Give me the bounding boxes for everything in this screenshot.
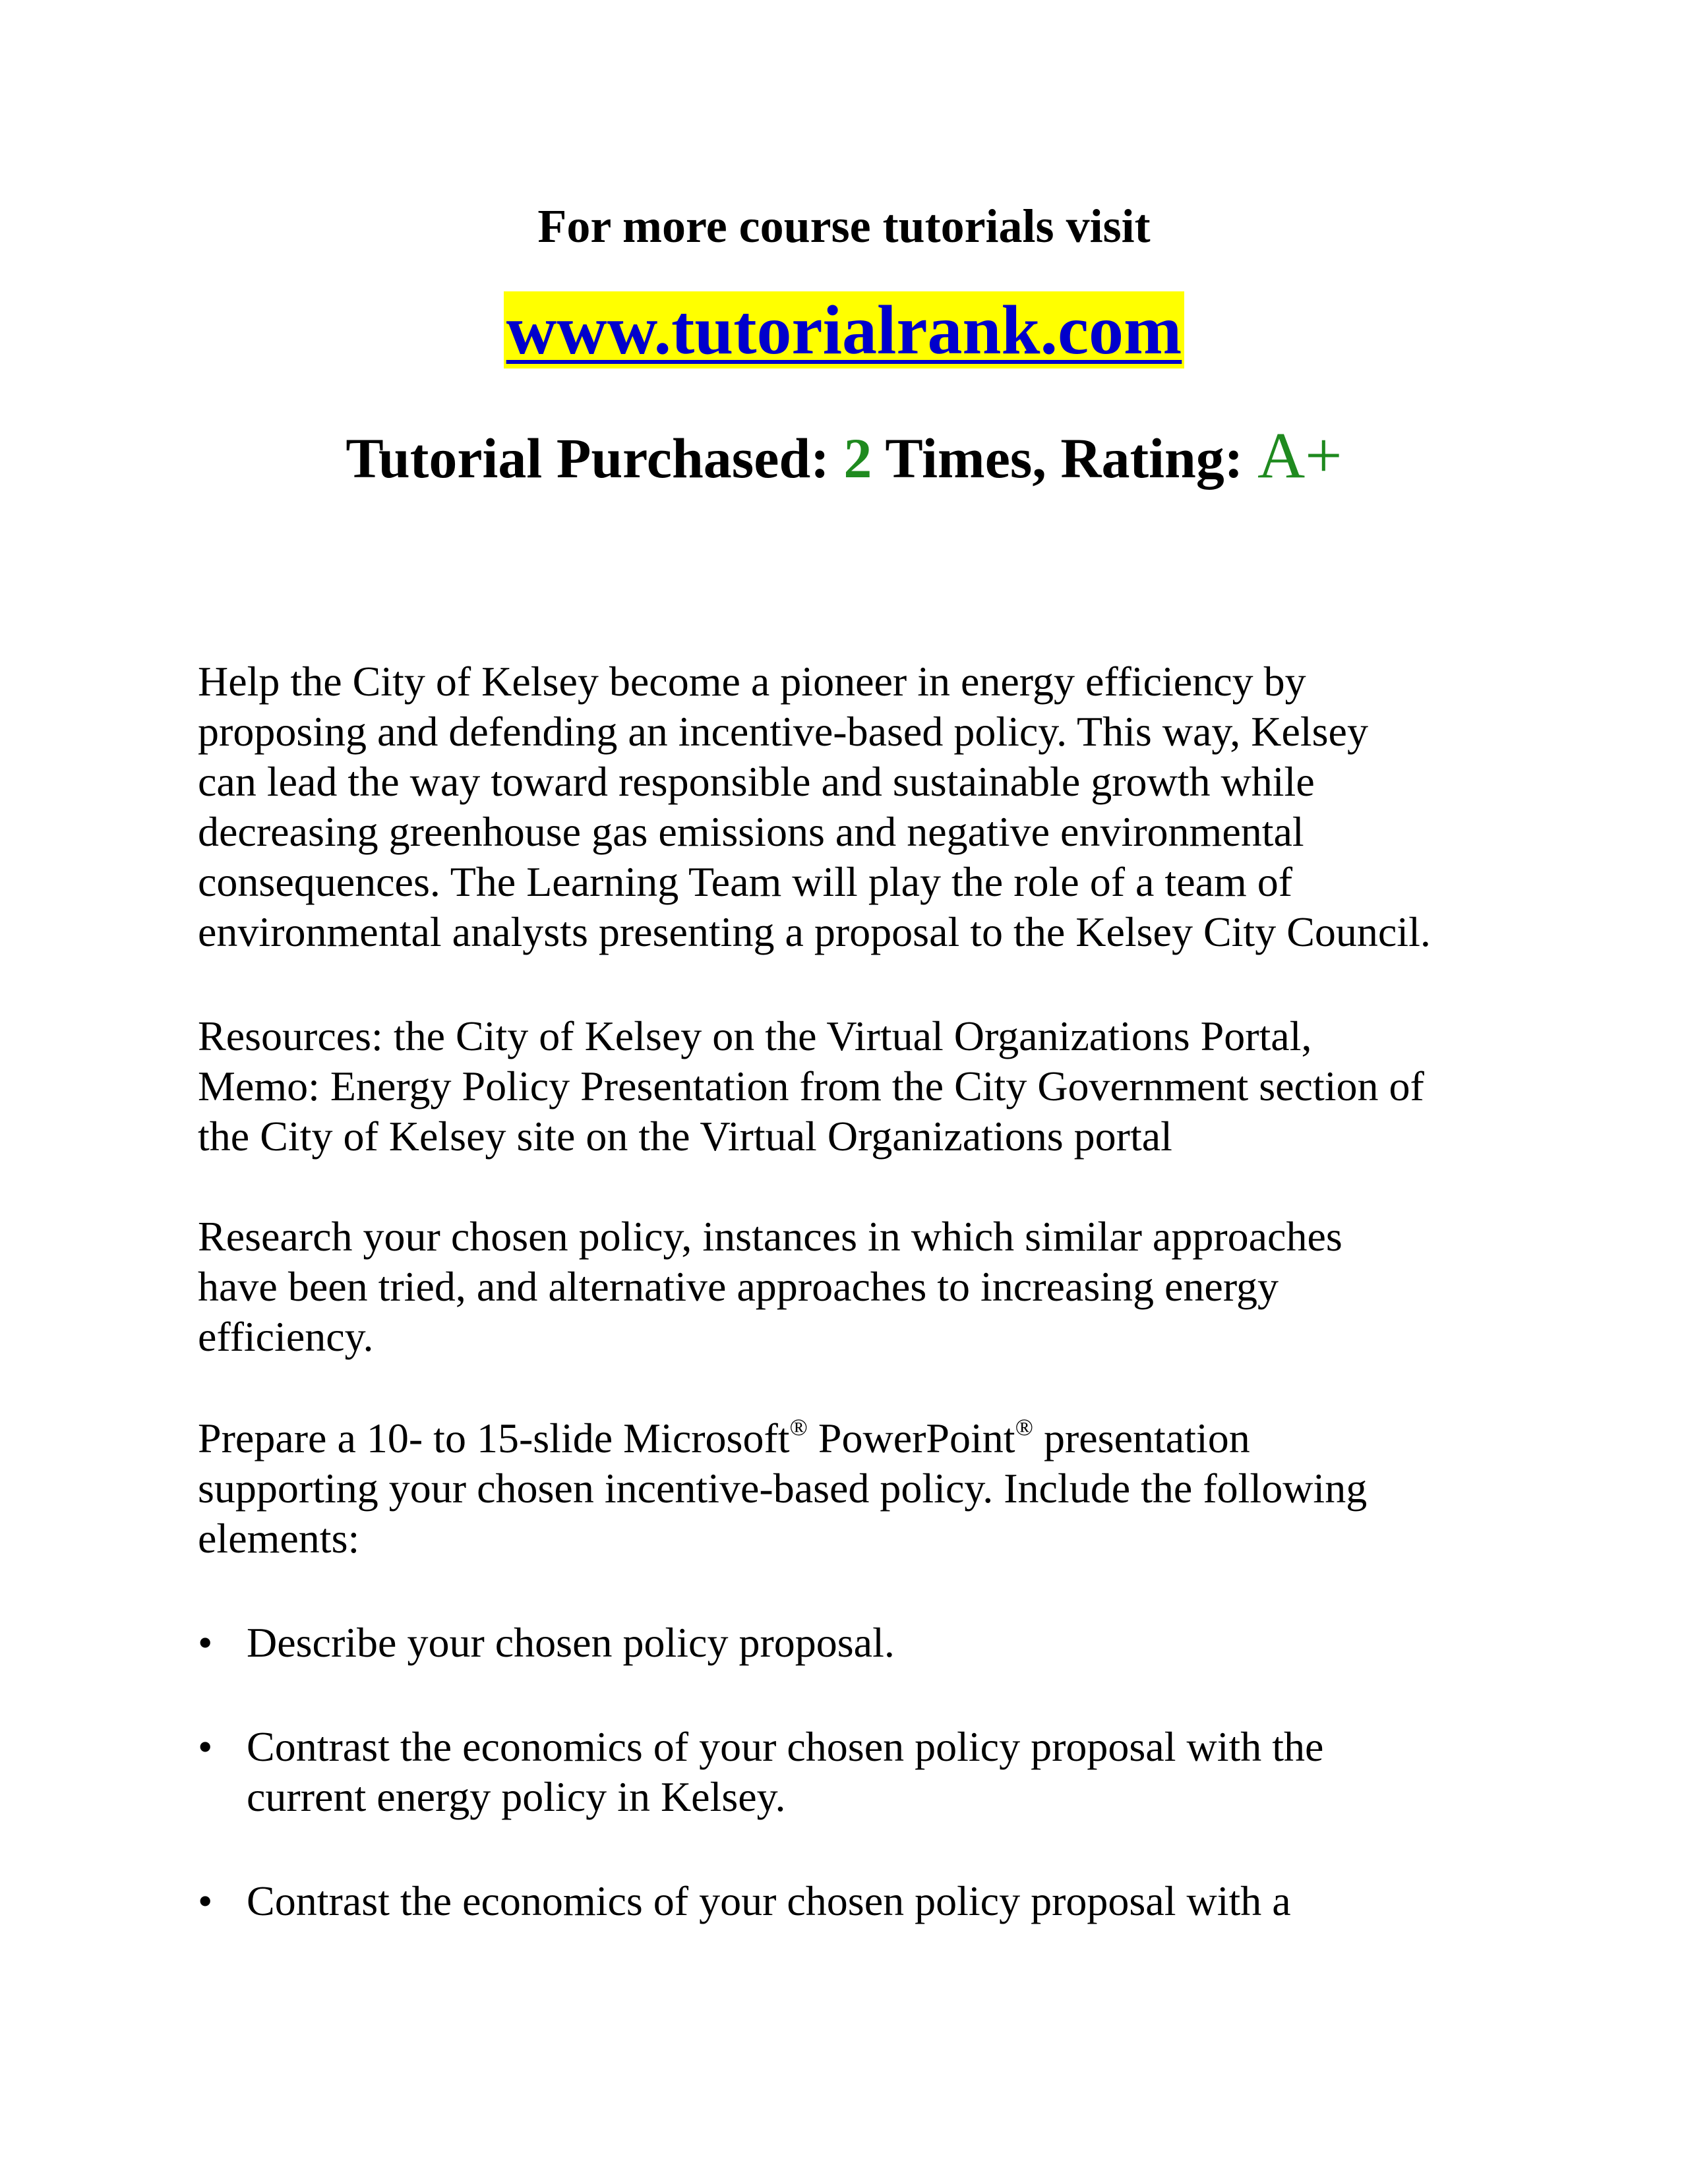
bullet-line: Contrast the economics of your chosen policy proposal with the [247, 1723, 1324, 1770]
paragraph-line: decreasing greenhouse gas emissions and negative environmental [198, 808, 1304, 855]
tutorialrank-link[interactable]: www.tutorialrank.com [504, 291, 1185, 369]
paragraph-line: supporting your chosen incentive-based policy. Include the following [198, 1465, 1368, 1512]
powerpoint-text: PowerPoint [807, 1415, 1015, 1461]
registered-mark: ® [1015, 1414, 1033, 1440]
times-rating-label: Times, Rating: [885, 427, 1244, 490]
paragraph-line: the City of Kelsey site on the Virtual Organizations portal [198, 1113, 1172, 1160]
paragraph-line: consequences. The Learning Team will play the role of a team of [198, 858, 1293, 905]
bullet-icon: • [198, 1877, 213, 1924]
paragraph-line: can lead the way toward responsible and sustainable growth while [198, 758, 1315, 805]
bullet-line: current energy policy in Kelsey. [247, 1773, 786, 1820]
paragraph-line: have been tried, and alternative approaches to increasing energy [198, 1263, 1279, 1310]
intro-paragraph [198, 657, 1517, 957]
prepare-text: Prepare a 10- to 15-slide Microsoft [198, 1415, 790, 1461]
purchased-count: 2 [843, 427, 872, 490]
purchased-label: Tutorial Purchased: [346, 427, 829, 490]
prepare-paragraph [198, 1413, 1517, 1564]
bullet-icon: • [198, 1619, 213, 1666]
visit-text: For more course tutorials visit [537, 200, 1151, 252]
bullet-text [247, 1876, 1291, 1926]
paragraph-line: Help the City of Kelsey become a pioneer in energy efficiency by [198, 658, 1306, 705]
presentation-text: presentation [1033, 1415, 1250, 1461]
paragraph-line: elements: [198, 1515, 360, 1562]
paragraph-line: Memo: Energy Policy Presentation from the City Government section of [198, 1063, 1424, 1109]
bullet-icon: • [198, 1723, 213, 1770]
bullet-line: Contrast the economics of your chosen policy proposal with a [247, 1877, 1291, 1924]
paragraph-line [198, 1413, 1517, 1463]
paragraph-line: Resources: the City of Kelsey on the Virtual Organizations Portal, [198, 1013, 1312, 1059]
purchase-rating-heading [0, 419, 1688, 494]
paragraph-line: efficiency. [198, 1313, 374, 1360]
paragraph-line: environmental analysts presenting a proposal to the Kelsey City Council. [198, 908, 1431, 955]
resources-paragraph [198, 1011, 1517, 1162]
paragraph-line: Research your chosen policy, instances in which similar approaches [198, 1213, 1342, 1260]
bullet-line: Describe your chosen policy proposal. [247, 1619, 895, 1666]
research-paragraph [198, 1212, 1517, 1362]
url-heading [0, 287, 1688, 373]
paragraph-line: proposing and defending an incentive-based policy. This way, Kelsey [198, 708, 1368, 755]
visit-heading [0, 196, 1688, 256]
rating-grade: A+ [1257, 419, 1342, 492]
bullet-text [247, 1618, 895, 1668]
bullet-text [247, 1722, 1323, 1822]
registered-mark: ® [789, 1414, 808, 1440]
